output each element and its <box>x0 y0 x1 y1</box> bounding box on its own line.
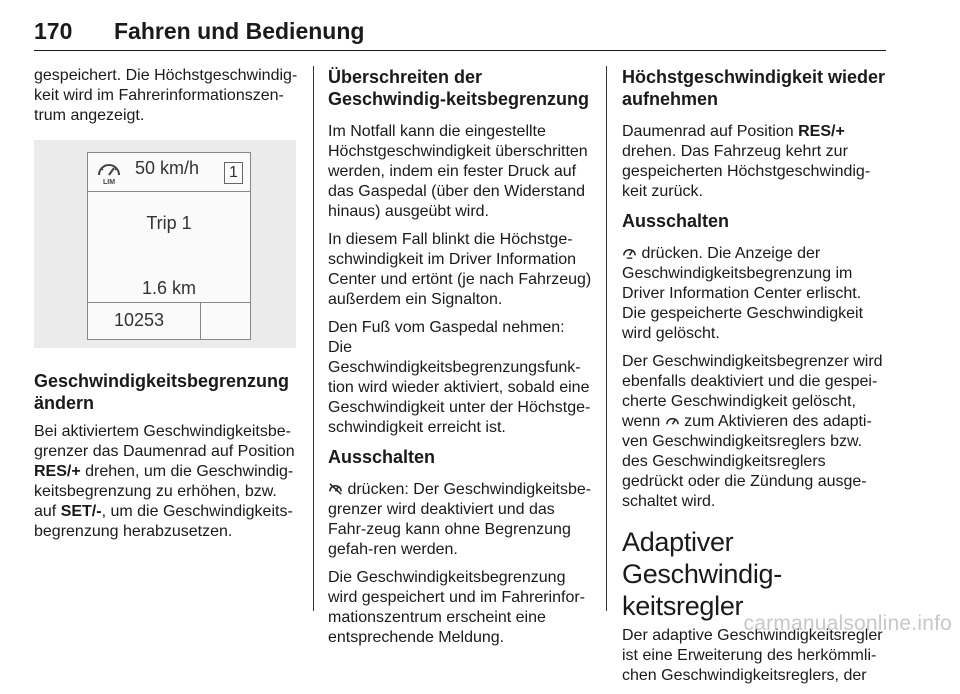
section-heading-switch-off: Ausschalten <box>622 211 730 231</box>
display-top-row <box>88 153 250 192</box>
bold-control-label: RES/+ <box>798 123 845 140</box>
text-span: Daumenrad auf Position <box>622 123 799 140</box>
section-heading-change-limit: Geschwindigkeitsbegrenzung ändern <box>34 371 290 413</box>
cruise-control-icon <box>665 413 680 428</box>
speed-limiter-lim-icon <box>96 159 122 185</box>
section-heading-adaptive-cruise: Adaptiver Geschwindig-keitsregler <box>622 527 782 621</box>
set-speed-value: 50 km/h <box>135 158 200 178</box>
intro-paragraph: gespeichert. Die Höchstgeschwindig-keit wird im Fahrerinformationszen-trum angezeigt. <box>34 67 298 124</box>
odometer-value: 10253 <box>114 310 165 330</box>
bold-control-label: RES/+ <box>34 463 81 480</box>
instrument-display-illustration <box>34 140 296 348</box>
section-heading-switch-off: Ausschalten <box>328 447 436 467</box>
text-span: , um die Geschwindigkeits-begrenzung herabzusetzen. <box>34 503 293 540</box>
page-number: 170 <box>34 18 73 44</box>
change-limit-paragraph <box>34 422 300 542</box>
text-span: drehen. Das Fahrzeug kehrt zur gespeicherten Höchstgeschwindig-keit zurück. <box>622 143 871 200</box>
page-header <box>34 10 886 50</box>
trip-distance: 1.6 km <box>141 278 197 298</box>
paragraph: Den Fuß vom Gaspedal nehmen: Die Geschwindigkeitsbegrenzungsfunk-tion wird wieder aktiviert, sobald eine Geschwindigkeit unter der Höchstge-schwindigkeit erreicht ist. <box>328 319 591 436</box>
watermark: carmanualsonline.info <box>743 612 952 635</box>
header-rule <box>34 50 886 51</box>
text-span: drücken. Die Anzeige der Geschwindigkeitsbegrenzung im Driver Information Center erlischt. Die gespeicherte Geschwindigkeit wird gelöscht. <box>622 245 864 342</box>
driver-information-display <box>87 152 251 340</box>
text-span: drehen, um die Geschwindig-keitsbegrenzung zu erhöhen, bzw. auf <box>34 463 294 520</box>
paragraph <box>622 244 888 344</box>
section-heading-resume: Höchstgeschwindigkeit wieder aufnehmen <box>622 67 886 109</box>
bold-control-label: SET/- <box>60 503 102 520</box>
section-heading-exceed-limit: Überschreiten der Geschwindig-keitsbegrenzung <box>328 67 590 109</box>
display-divider <box>200 303 201 339</box>
display-bottom-row <box>88 302 250 339</box>
text-span: zum Aktivieren des adapti-ven Geschwindigkeitsreglers bzw. des Geschwindigkeitsreglers gedrückt oder die Zündung ausge-schaltet wird. <box>622 413 872 510</box>
column-divider <box>606 66 607 611</box>
text-span: drücken: Der Geschwindigkeitsbe-grenzer wird deaktiviert und das Fahr-zeug kann ohne Begrenzung gefah-ren werden. <box>328 481 592 558</box>
text-span: Bei aktiviertem Geschwindigkeitsbe-grenzer das Daumenrad auf Position <box>34 423 295 460</box>
cancel-cruise-icon <box>328 481 343 496</box>
paragraph: Der adaptive Geschwindigkeitsregler ist eine Erweiterung des herkömmli-chen Geschwindigkeitsreglers, der <box>622 627 883 684</box>
memory-slot-badge: 1 <box>224 162 243 184</box>
paragraph: Die Geschwindigkeitsbegrenzung wird gespeichert und im Fahrerinfor-mationszentrum erscheint eine entsprechende Meldung. <box>328 569 585 646</box>
paragraph <box>622 352 888 512</box>
speed-limiter-icon <box>622 245 637 260</box>
svg-text:LIM: LIM <box>102 179 116 185</box>
column-divider <box>313 66 314 611</box>
paragraph <box>328 480 592 560</box>
text-span: Der Geschwindigkeitsbegrenzer wird ebenfalls deaktiviert und die gespei-cherte Geschwindigkeit gelöscht, wenn <box>622 353 883 430</box>
paragraph <box>622 122 888 202</box>
chapter-title: Fahren und Bedienung <box>114 18 365 44</box>
paragraph: Im Notfall kann die eingestellte Höchstgeschwindigkeit überschritten werden, indem ein fester Druck auf das Gaspedal (über den Widerstand hinaus) ausgeübt wird. <box>328 123 588 220</box>
trip-label: Trip 1 <box>146 213 192 233</box>
column-3 <box>622 66 888 694</box>
column-2 <box>328 66 592 656</box>
paragraph: In diesem Fall blinkt die Höchstge-schwindigkeit im Driver Information Center und ertönt (je nach Fahrzeug) außerdem ein Signalton. <box>328 231 592 308</box>
column-1 <box>34 66 300 550</box>
